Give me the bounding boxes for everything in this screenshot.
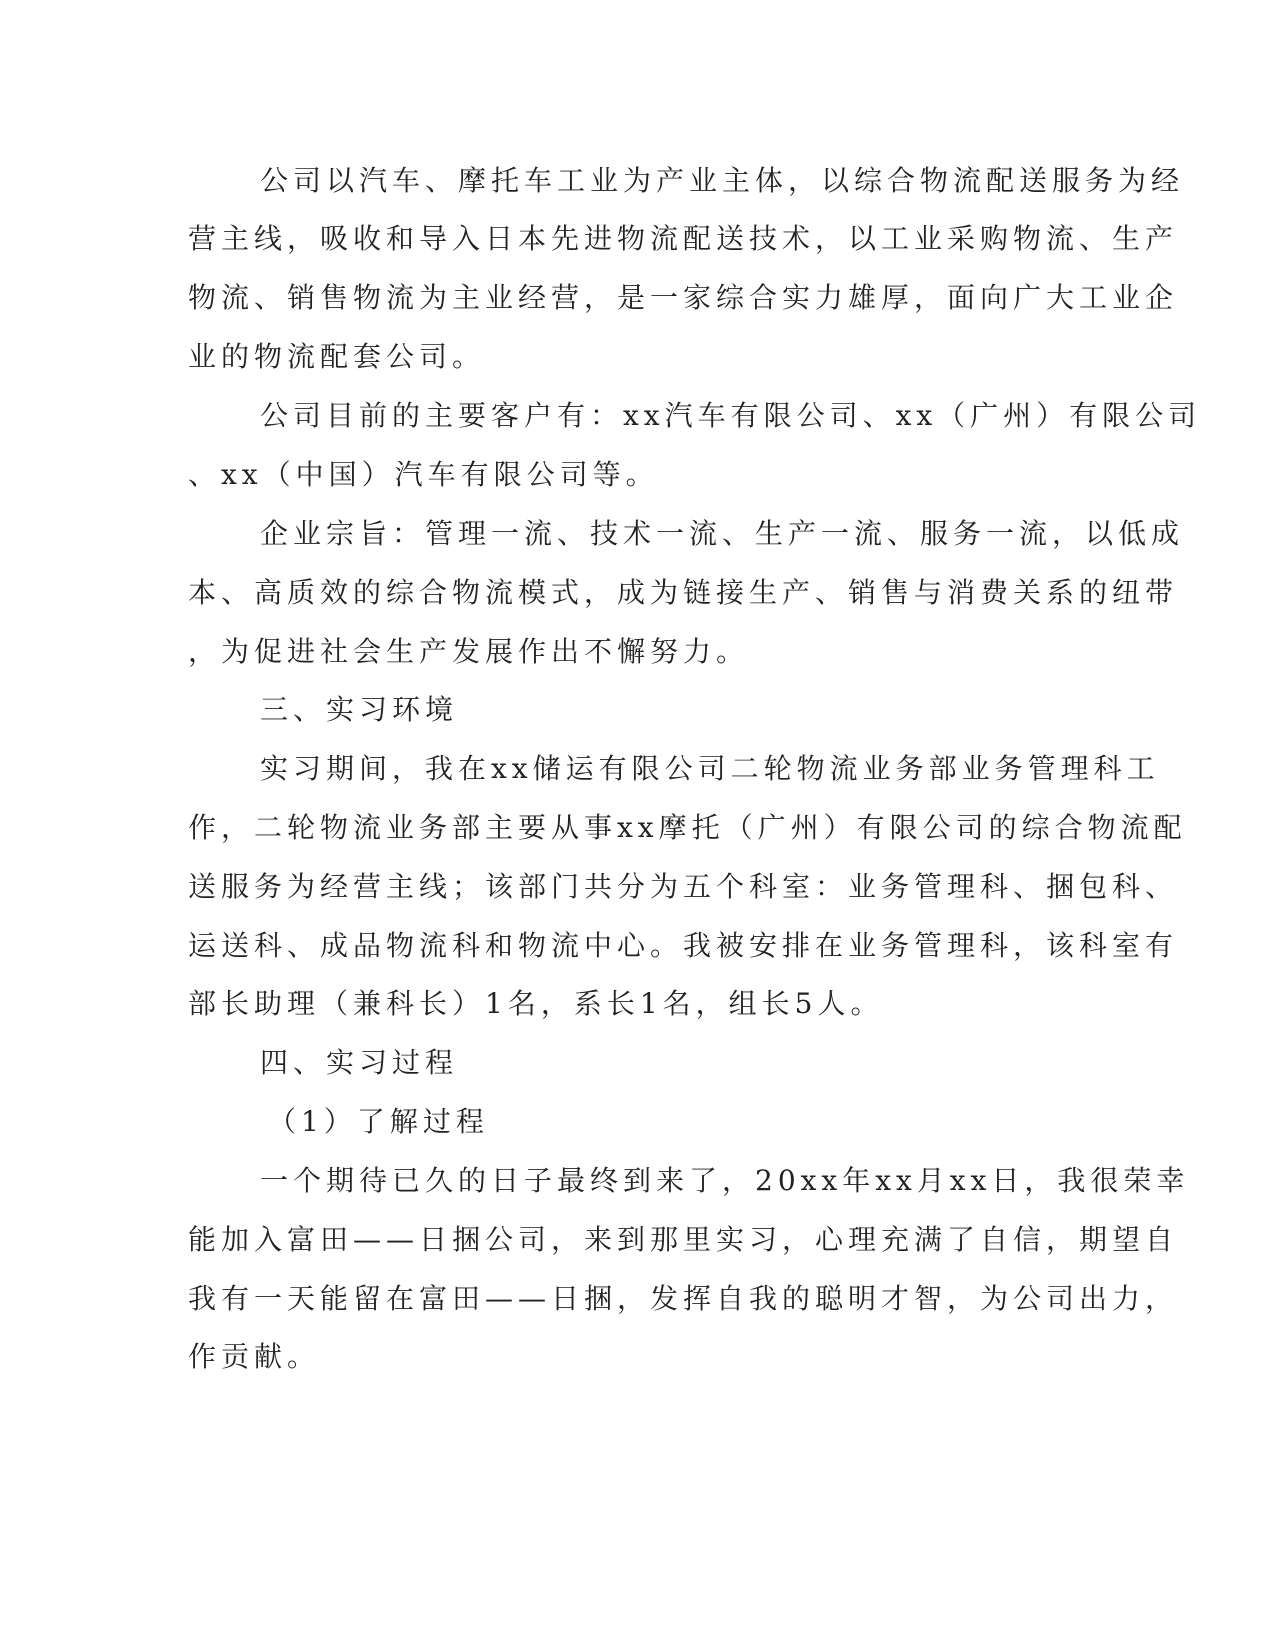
subsection-heading: （1）了解过程 bbox=[268, 1105, 489, 1138]
paragraph-line: 本、高质效的综合物流模式，成为链接生产、销售与消费关系的纽带 bbox=[188, 576, 1179, 609]
paragraph-line: 送服务为经营主线；该部门共分为五个科室：业务管理科、捆包科、 bbox=[188, 870, 1179, 903]
section-heading: 三、实习环境 bbox=[260, 693, 459, 726]
paragraph-line: 我有一天能留在富田——日捆，发挥自我的聪明才智，为公司出力， bbox=[188, 1282, 1179, 1315]
paragraph-line: 、xx（中国）汽车有限公司等。 bbox=[188, 458, 659, 491]
section-heading: 四、实习过程 bbox=[260, 1046, 459, 1079]
paragraph-line: 作，二轮物流业务部主要从事xx摩托（广州）有限公司的综合物流配 bbox=[188, 811, 1187, 844]
paragraph-line: ，为促进社会生产发展作出不懈努力。 bbox=[188, 635, 750, 668]
paragraph-line: 公司以汽车、摩托车工业为产业主体，以综合物流配送服务为经 bbox=[260, 164, 1185, 197]
paragraph-line: 一个期待已久的日子最终到来了，20xx年xx月xx日，我很荣幸 bbox=[260, 1164, 1190, 1197]
paragraph-line: 业的物流配套公司。 bbox=[188, 340, 486, 373]
paragraph-line: 实习期间，我在xx储运有限公司二轮物流业务部业务管理科工 bbox=[260, 752, 1160, 785]
paragraph-line: 公司目前的主要客户有：xx汽车有限公司、xx（广州）有限公司 bbox=[260, 399, 1202, 432]
paragraph-line: 企业宗旨：管理一流、技术一流、生产一流、服务一流，以低成 bbox=[260, 517, 1185, 550]
paragraph-line: 营主线，吸收和导入日本先进物流配送技术，以工业采购物流、生产 bbox=[188, 222, 1179, 255]
paragraph-line: 作贡献。 bbox=[188, 1340, 321, 1373]
paragraph-line: 运送科、成品物流科和物流中心。我被安排在业务管理科，该科室有 bbox=[188, 929, 1179, 962]
paragraph-line: 部长助理（兼科长）1名，系长1名，组长5人。 bbox=[188, 987, 884, 1020]
paragraph-line: 能加入富田——日捆公司，来到那里实习，心理充满了自信，期望自 bbox=[188, 1223, 1179, 1256]
paragraph-line: 物流、销售物流为主业经营，是一家综合实力雄厚，面向广大工业企 bbox=[188, 281, 1179, 314]
